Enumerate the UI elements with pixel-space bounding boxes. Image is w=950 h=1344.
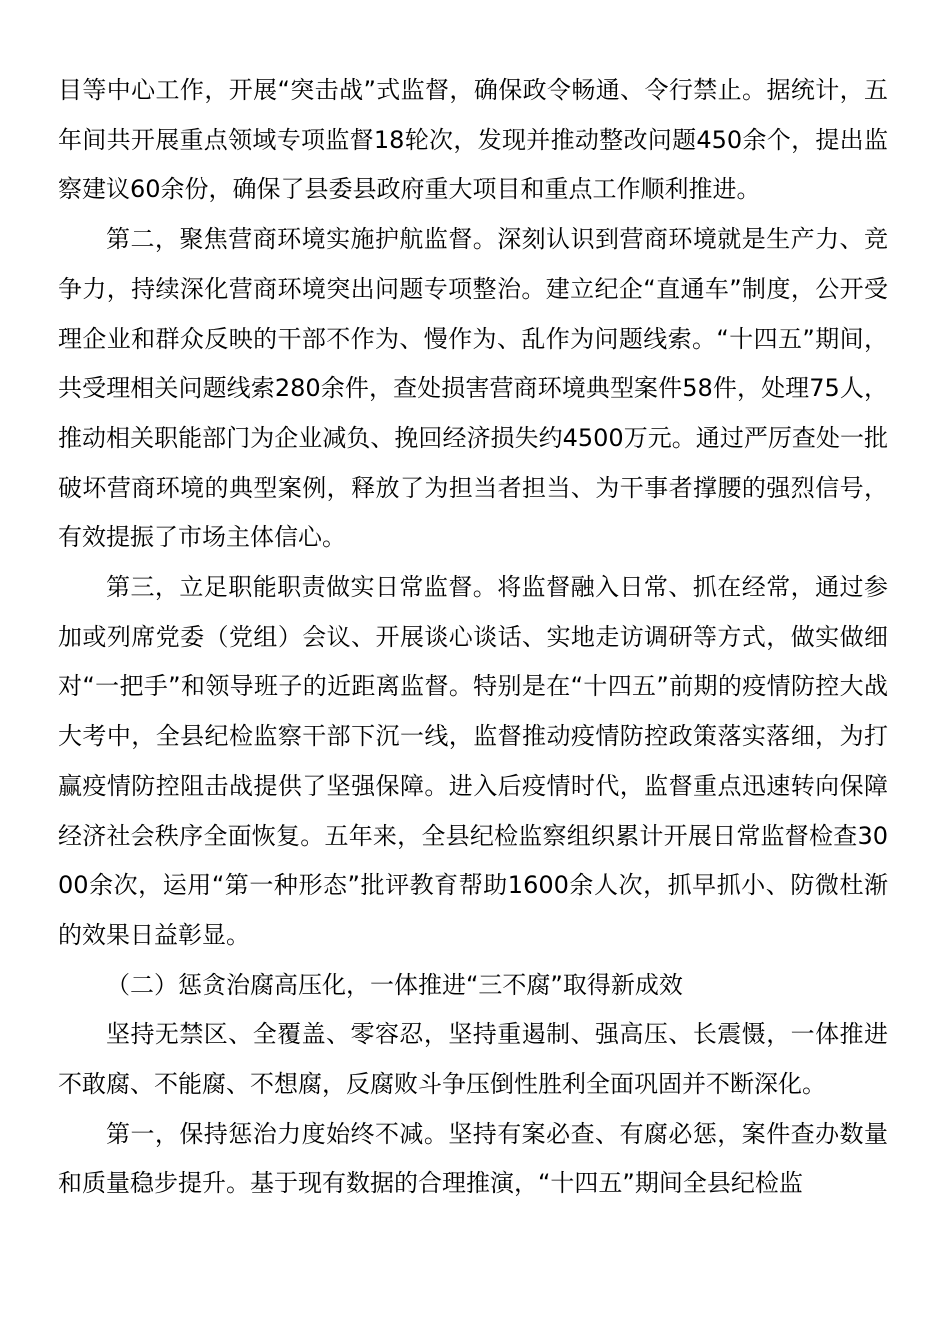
paragraph-anti-corruption-overview: 坚持无禁区、全覆盖、零容忍，坚持重遏制、强高压、长震慑，一体推进不敢腐、不能腐、不想腐，反腐败斗争压倒性胜利全面巩固并不断深化。 xyxy=(58,1020,888,1099)
document-page xyxy=(58,66,888,1209)
section-heading-anti-corruption: （二）惩贪治腐高压化，一体推进“三不腐”取得新成效 xyxy=(106,970,683,999)
paragraph-continued: 目等中心工作，开展“突击战”式监督，确保政令畅通、令行禁止。据统计，五年间共开展重点领域专项监督18轮次，发现并推动整改问题450余个，提出监察建议60余份，确保了县委县政府重大项目和重点工作顺利推进。 xyxy=(58,76,888,204)
paragraph-second-business-environment: 第二，聚焦营商环境实施护航监督。深刻认识到营商环境就是生产力、竞争力，持续深化营商环境突出问题专项整治。建立纪企“直通车”制度，公开受理企业和群众反映的干部不作为、慢作为、乱作为问题线索。“十四五”期间，共受理相关问题线索280余件，查处损害营商环境典型案件58件，处理75人，推动相关职能部门为企业减负、挽回经济损失约4500万元。通过严厉查处一批破坏营商环境的典型案例，释放了为担当者担当、为干事者撑腰的强烈信号，有效提振了市场主体信心。 xyxy=(58,225,888,552)
paragraph-third-daily-supervision: 第三，立足职能职责做实日常监督。将监督融入日常、抓在经常，通过参加或列席党委（党组）会议、开展谈心谈话、实地走访调研等方式，做实做细对“一把手”和领导班子的近距离监督。特别是在“十四五”前期的疫情防控大战大考中，全县纪检监察干部下沉一线，监督推动疫情防控政策落实落细，为打赢疫情防控阻击战提供了坚强保障。进入后疫情时代，监督重点迅速转向保障经济社会秩序全面恢复。五年来，全县纪检监察组织累计开展日常监督检查3000余次，运用“第一种形态”批评教育帮助1600余人次，抓早抓小、防微杜渐的效果日益彰显。 xyxy=(58,573,888,949)
paragraph-first-punishment: 第一，保持惩治力度始终不减。坚持有案必查、有腐必惩，案件查办数量和质量稳步提升。基于现有数据的合理推演，“十四五”期间全县纪检监 xyxy=(58,1119,888,1198)
